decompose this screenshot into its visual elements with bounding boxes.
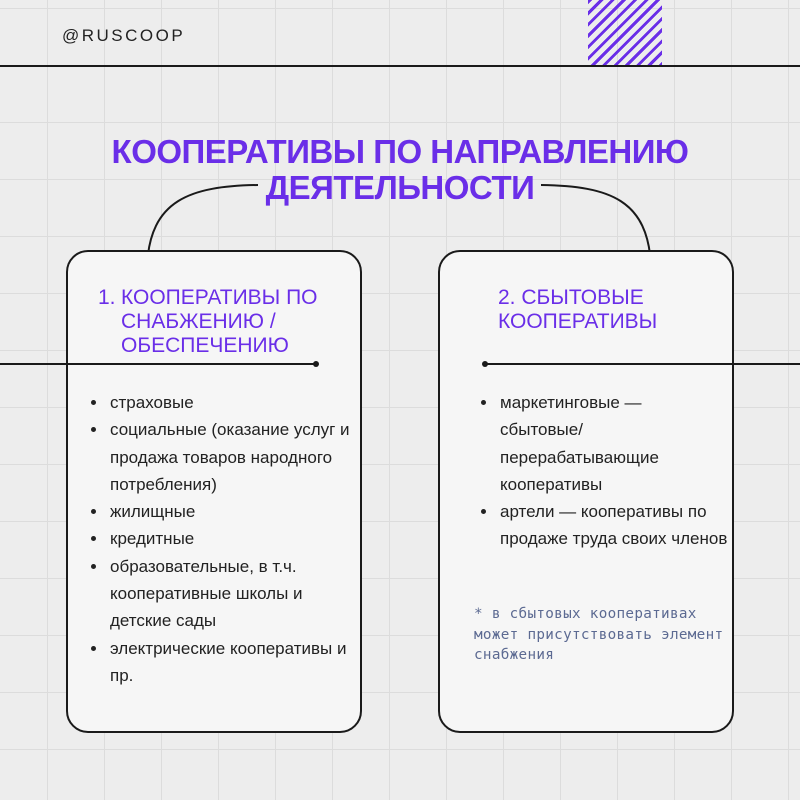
supply-card-number: 1. (98, 286, 116, 309)
supply-card-heading (98, 286, 353, 358)
left-divider-line (0, 363, 316, 365)
list-item: маркетинговые — сбытовые/ перерабатывающие кооперативы (478, 389, 728, 498)
list-item: артели — кооперативы по продаже труда своих членов (478, 498, 728, 553)
decorative-stripes (588, 0, 662, 66)
list-item: образовательные, в т.ч. кооперативные школы и детские сады (88, 553, 358, 635)
right-divider-line (484, 363, 800, 365)
left-divider-dot (313, 361, 319, 367)
brand-handle: @RUSCOOP (62, 26, 186, 45)
header-divider (0, 65, 800, 67)
list-item: страховые (88, 389, 358, 416)
page-title (0, 134, 800, 206)
list-item: электрические кооперативы и пр. (88, 635, 358, 690)
footnote: * в сбытовых кооперативах может присутствовать элемент снабжения (474, 606, 724, 663)
marketing-cooperatives-card (438, 250, 734, 733)
title-line-1: КООПЕРАТИВЫ ПО НАПРАВЛЕНИЮ (111, 133, 689, 170)
supply-cooperatives-card (66, 250, 362, 733)
supply-cooperatives-list (88, 389, 358, 689)
title-line-2: ДЕЯТЕЛЬНОСТИ (265, 169, 535, 206)
right-divider-dot (482, 361, 488, 367)
list-item: социальные (оказание услуг и продажа товаров народного потребления) (88, 416, 358, 498)
list-item: кредитные (88, 525, 358, 552)
marketing-card-heading: 2. СБЫТОВЫЕ КООПЕРАТИВЫ (498, 286, 658, 333)
supply-card-title: КООПЕРАТИВЫ ПО СНАБЖЕНИЮ / ОБЕСПЕЧЕНИЮ (121, 286, 318, 357)
list-item: жилищные (88, 498, 358, 525)
marketing-cooperatives-list (478, 389, 728, 553)
